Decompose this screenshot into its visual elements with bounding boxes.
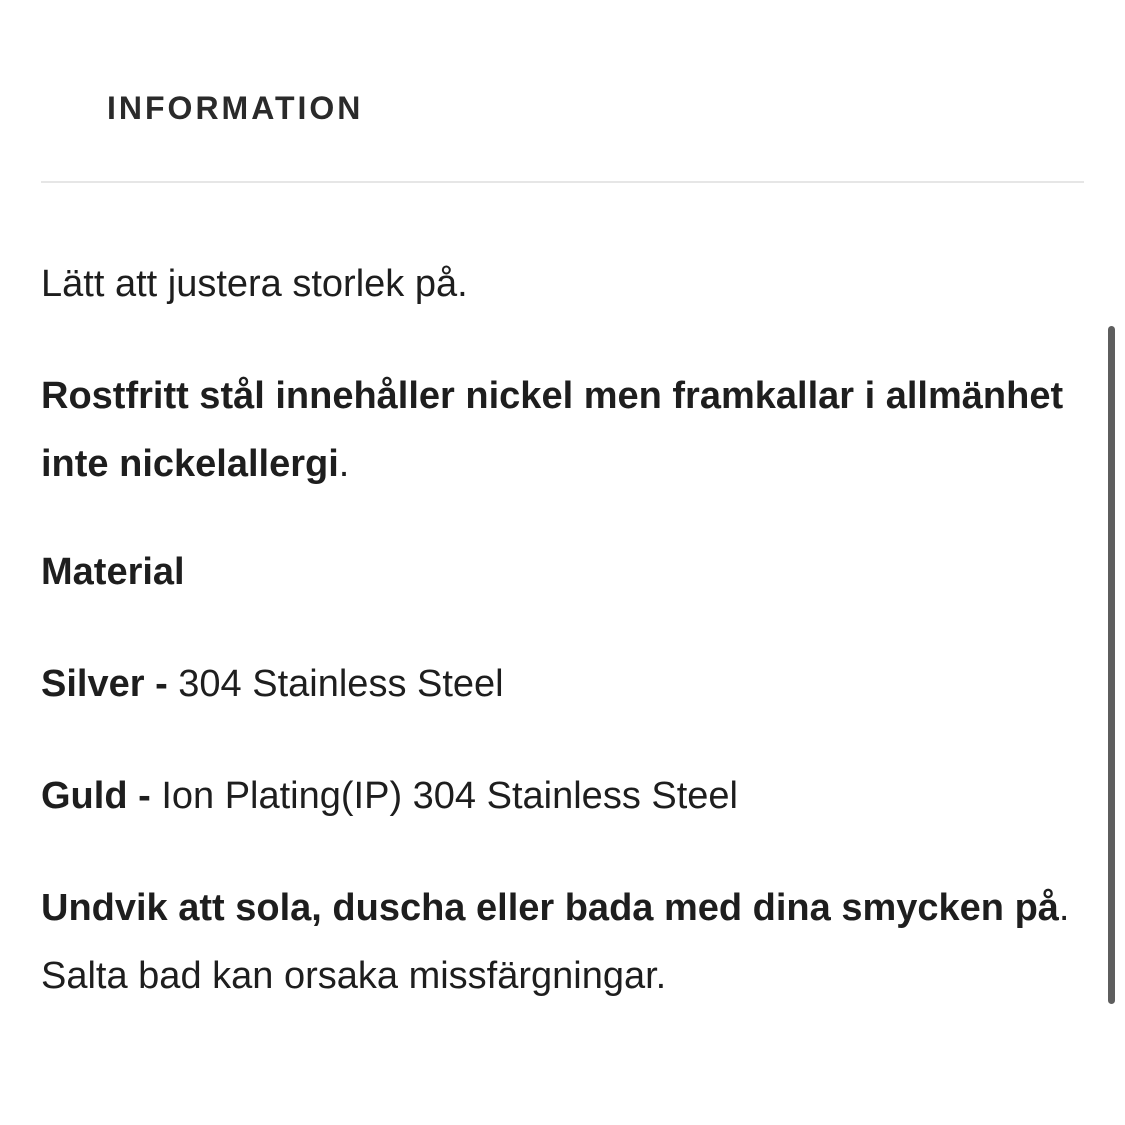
tab-information[interactable]: INFORMATION <box>107 90 364 126</box>
content-scrollbar[interactable] <box>1108 326 1116 1004</box>
nickel-allergy-text <box>41 362 1081 498</box>
silver-label: Silver - <box>41 663 168 705</box>
silver-value: 304 Stainless Steel <box>167 663 504 705</box>
silver-material-row <box>41 650 1081 718</box>
material-heading-text: Material <box>41 551 185 593</box>
gold-material-row <box>41 762 1081 830</box>
tab-divider <box>41 181 1084 183</box>
adjust-size-text: Lätt att justera storlek på. <box>41 263 468 305</box>
care-tail-text: . Salta bad kan orsaka missfärgningar. <box>41 887 1070 997</box>
information-content <box>41 250 1081 1010</box>
gold-label: Guld - <box>41 775 151 817</box>
material-heading <box>41 538 1081 606</box>
nickel-tail-text: . <box>338 443 350 485</box>
nickel-bold-text: Rostfritt stål innehåller nickel men framkallar i allmänhet inte nickelallergi <box>41 375 1064 485</box>
scrollbar-thumb[interactable] <box>1108 326 1115 1004</box>
gold-value: Ion Plating(IP) 304 Stainless Steel <box>150 775 738 817</box>
care-instructions-text <box>41 874 1081 1010</box>
care-bold-text: Undvik att sola, duscha eller bada med dina smycken på <box>41 887 1059 929</box>
